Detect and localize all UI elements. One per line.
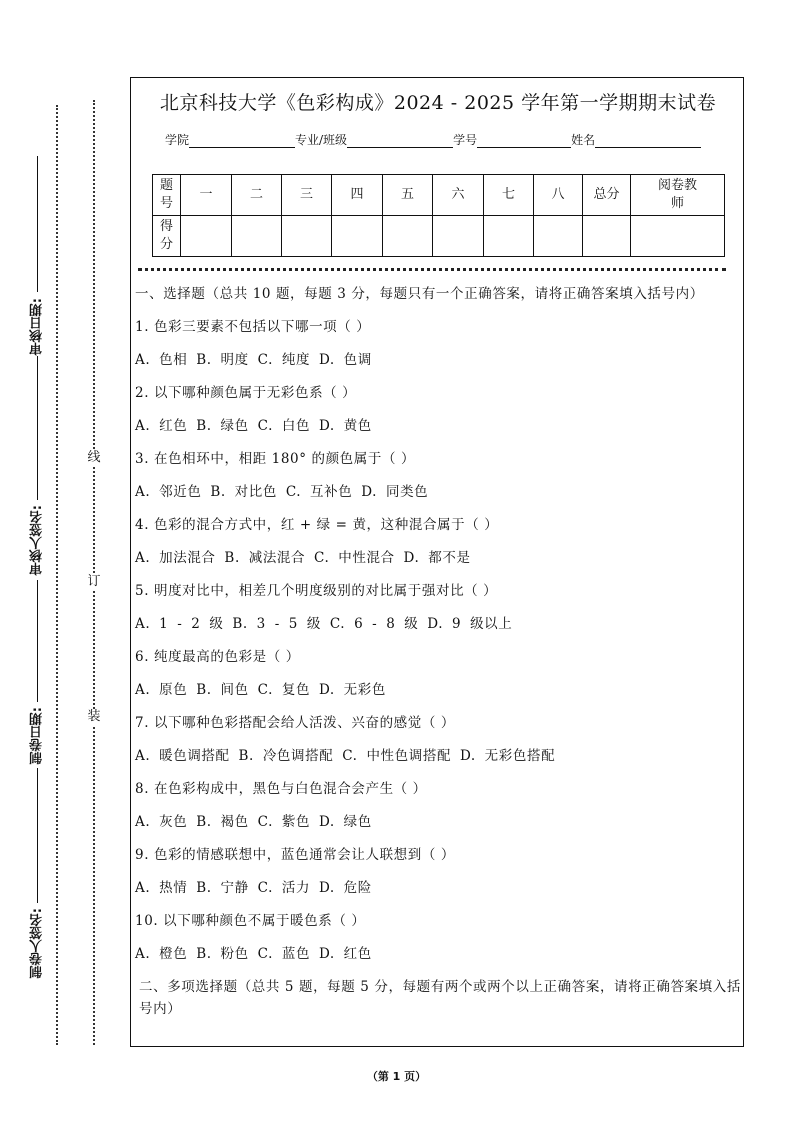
column-header: 八: [534, 175, 583, 216]
major-class-field[interactable]: [347, 135, 453, 148]
options-5: A. 1 - 2 级 B. 3 - 5 级 C. 6 - 8 级 D. 9 级以上: [135, 616, 513, 632]
score-cell[interactable]: [332, 216, 383, 257]
review-date-line[interactable]: [37, 156, 38, 292]
section-separator: [138, 268, 726, 271]
exam-date-line[interactable]: [37, 580, 38, 702]
student-id-field[interactable]: [477, 135, 571, 148]
section1-heading: 一、选择题（总共 10 题，每题 3 分，每题只有一个正确答案，请将正确答案填入括号内）: [135, 286, 704, 302]
name-label: 姓名: [571, 133, 596, 147]
column-header: 二: [232, 175, 282, 216]
options-6: A. 原色 B. 间色 C. 复色 D. 无彩色: [135, 682, 386, 698]
column-header: 五: [383, 175, 433, 216]
score-cell[interactable]: [232, 216, 282, 257]
column-header: 六: [433, 175, 484, 216]
question-10: 10. 以下哪种颜色不属于暖色系（ ）: [135, 913, 366, 929]
student-id-label: 学号: [453, 133, 478, 147]
outer-dotted-line: [56, 105, 58, 1045]
question-8: 8. 在色彩构成中，黑色与白色混合会产生（ ）: [135, 781, 427, 797]
score-label: 得分: [153, 216, 181, 257]
reviewer-signature-label: 审核人签名:: [30, 505, 45, 576]
options-10: A. 橙色 B. 粉色 C. 蓝色 D. 红色: [135, 946, 372, 962]
options-9: A. 热情 B. 宁静 C. 活力 D. 危险: [135, 880, 372, 896]
score-cell[interactable]: [484, 216, 534, 257]
questions-content: [135, 283, 741, 1020]
column-header: 一: [181, 175, 232, 216]
options-1: A. 色相 B. 明度 C. 纯度 D. 色调: [135, 352, 372, 368]
question-6: 6. 纯度最高的色彩是（ ）: [135, 649, 300, 665]
score-table-header-row: [153, 175, 725, 216]
question-number-label: 题号: [153, 175, 181, 216]
column-header: 三: [282, 175, 332, 216]
binding-dotted-line: [93, 100, 95, 1045]
review-date-label: 审核日期:: [30, 298, 45, 356]
score-table: [152, 174, 725, 257]
binding-char-bind: 装: [87, 709, 101, 724]
score-cell[interactable]: [433, 216, 484, 257]
question-2: 2. 以下哪种颜色属于无彩色系（ ）: [135, 385, 357, 401]
question-7: 7. 以下哪种色彩搭配会给人活泼、兴奋的感觉（ ）: [135, 715, 455, 731]
options-3: A. 邻近色 B. 对比色 C. 互补色 D. 同类色: [135, 484, 429, 500]
options-2: A. 红色 B. 绿色 C. 白色 D. 黄色: [135, 418, 372, 434]
options-8: A. 灰色 B. 褐色 C. 紫色 D. 绿色: [135, 814, 372, 830]
exam-maker-signature-label: 制卷人签名:: [30, 908, 45, 979]
score-cell[interactable]: [534, 216, 583, 257]
options-7: A. 暖色调搭配 B. 冷色调搭配 C. 中性色调搭配 D. 无彩色搭配: [135, 748, 556, 764]
question-3: 3. 在色相环中，相距 180° 的颜色属于（ ）: [135, 451, 416, 467]
question-9: 9. 色彩的情感联想中，蓝色通常会让人联想到（ ）: [135, 847, 455, 863]
grader-cell[interactable]: [631, 216, 725, 257]
page-number: （第 1 页）: [366, 1070, 427, 1083]
score-table-score-row: [153, 216, 725, 257]
exam-date-label: 制卷日期:: [30, 707, 45, 765]
column-header: 七: [484, 175, 534, 216]
question-5: 5. 明度对比中，相差几个明度级别的对比属于强对比（ ）: [135, 583, 498, 599]
column-header: 四: [332, 175, 383, 216]
college-label: 学院: [165, 133, 190, 147]
exam-maker-signature-line[interactable]: [37, 768, 38, 903]
score-cell[interactable]: [181, 216, 232, 257]
score-cell[interactable]: [383, 216, 433, 257]
binding-char-staple: 订: [87, 574, 101, 589]
total-score-cell[interactable]: [583, 216, 631, 257]
grader-header: 阅卷教师: [631, 175, 725, 216]
question-4: 4. 色彩的混合方式中，红 + 绿 = 黄，这种混合属于（ ）: [135, 517, 499, 533]
score-cell[interactable]: [282, 216, 332, 257]
options-4: A. 加法混合 B. 减法混合 C. 中性混合 D. 都不是: [135, 550, 471, 566]
exam-title: 北京科技大学《色彩构成》2024 - 2025 学年第一学期期末试卷: [159, 92, 717, 114]
exam-frame: [130, 77, 744, 1047]
college-field[interactable]: [189, 135, 295, 148]
reviewer-signature-line[interactable]: [37, 356, 38, 500]
total-score-header: 总分: [583, 175, 631, 216]
section2-heading: 二、多项选择题（总共 5 题，每题 5 分，每题有两个或两个以上正确答案，请将正确答案填入括号内）: [139, 979, 741, 1017]
binding-char-line: 线: [87, 450, 101, 465]
major-class-label: 专业/班级: [295, 133, 348, 147]
name-field[interactable]: [595, 135, 701, 148]
question-1: 1. 色彩三要素不包括以下哪一项（ ）: [135, 319, 371, 335]
student-info-row: [165, 131, 701, 148]
